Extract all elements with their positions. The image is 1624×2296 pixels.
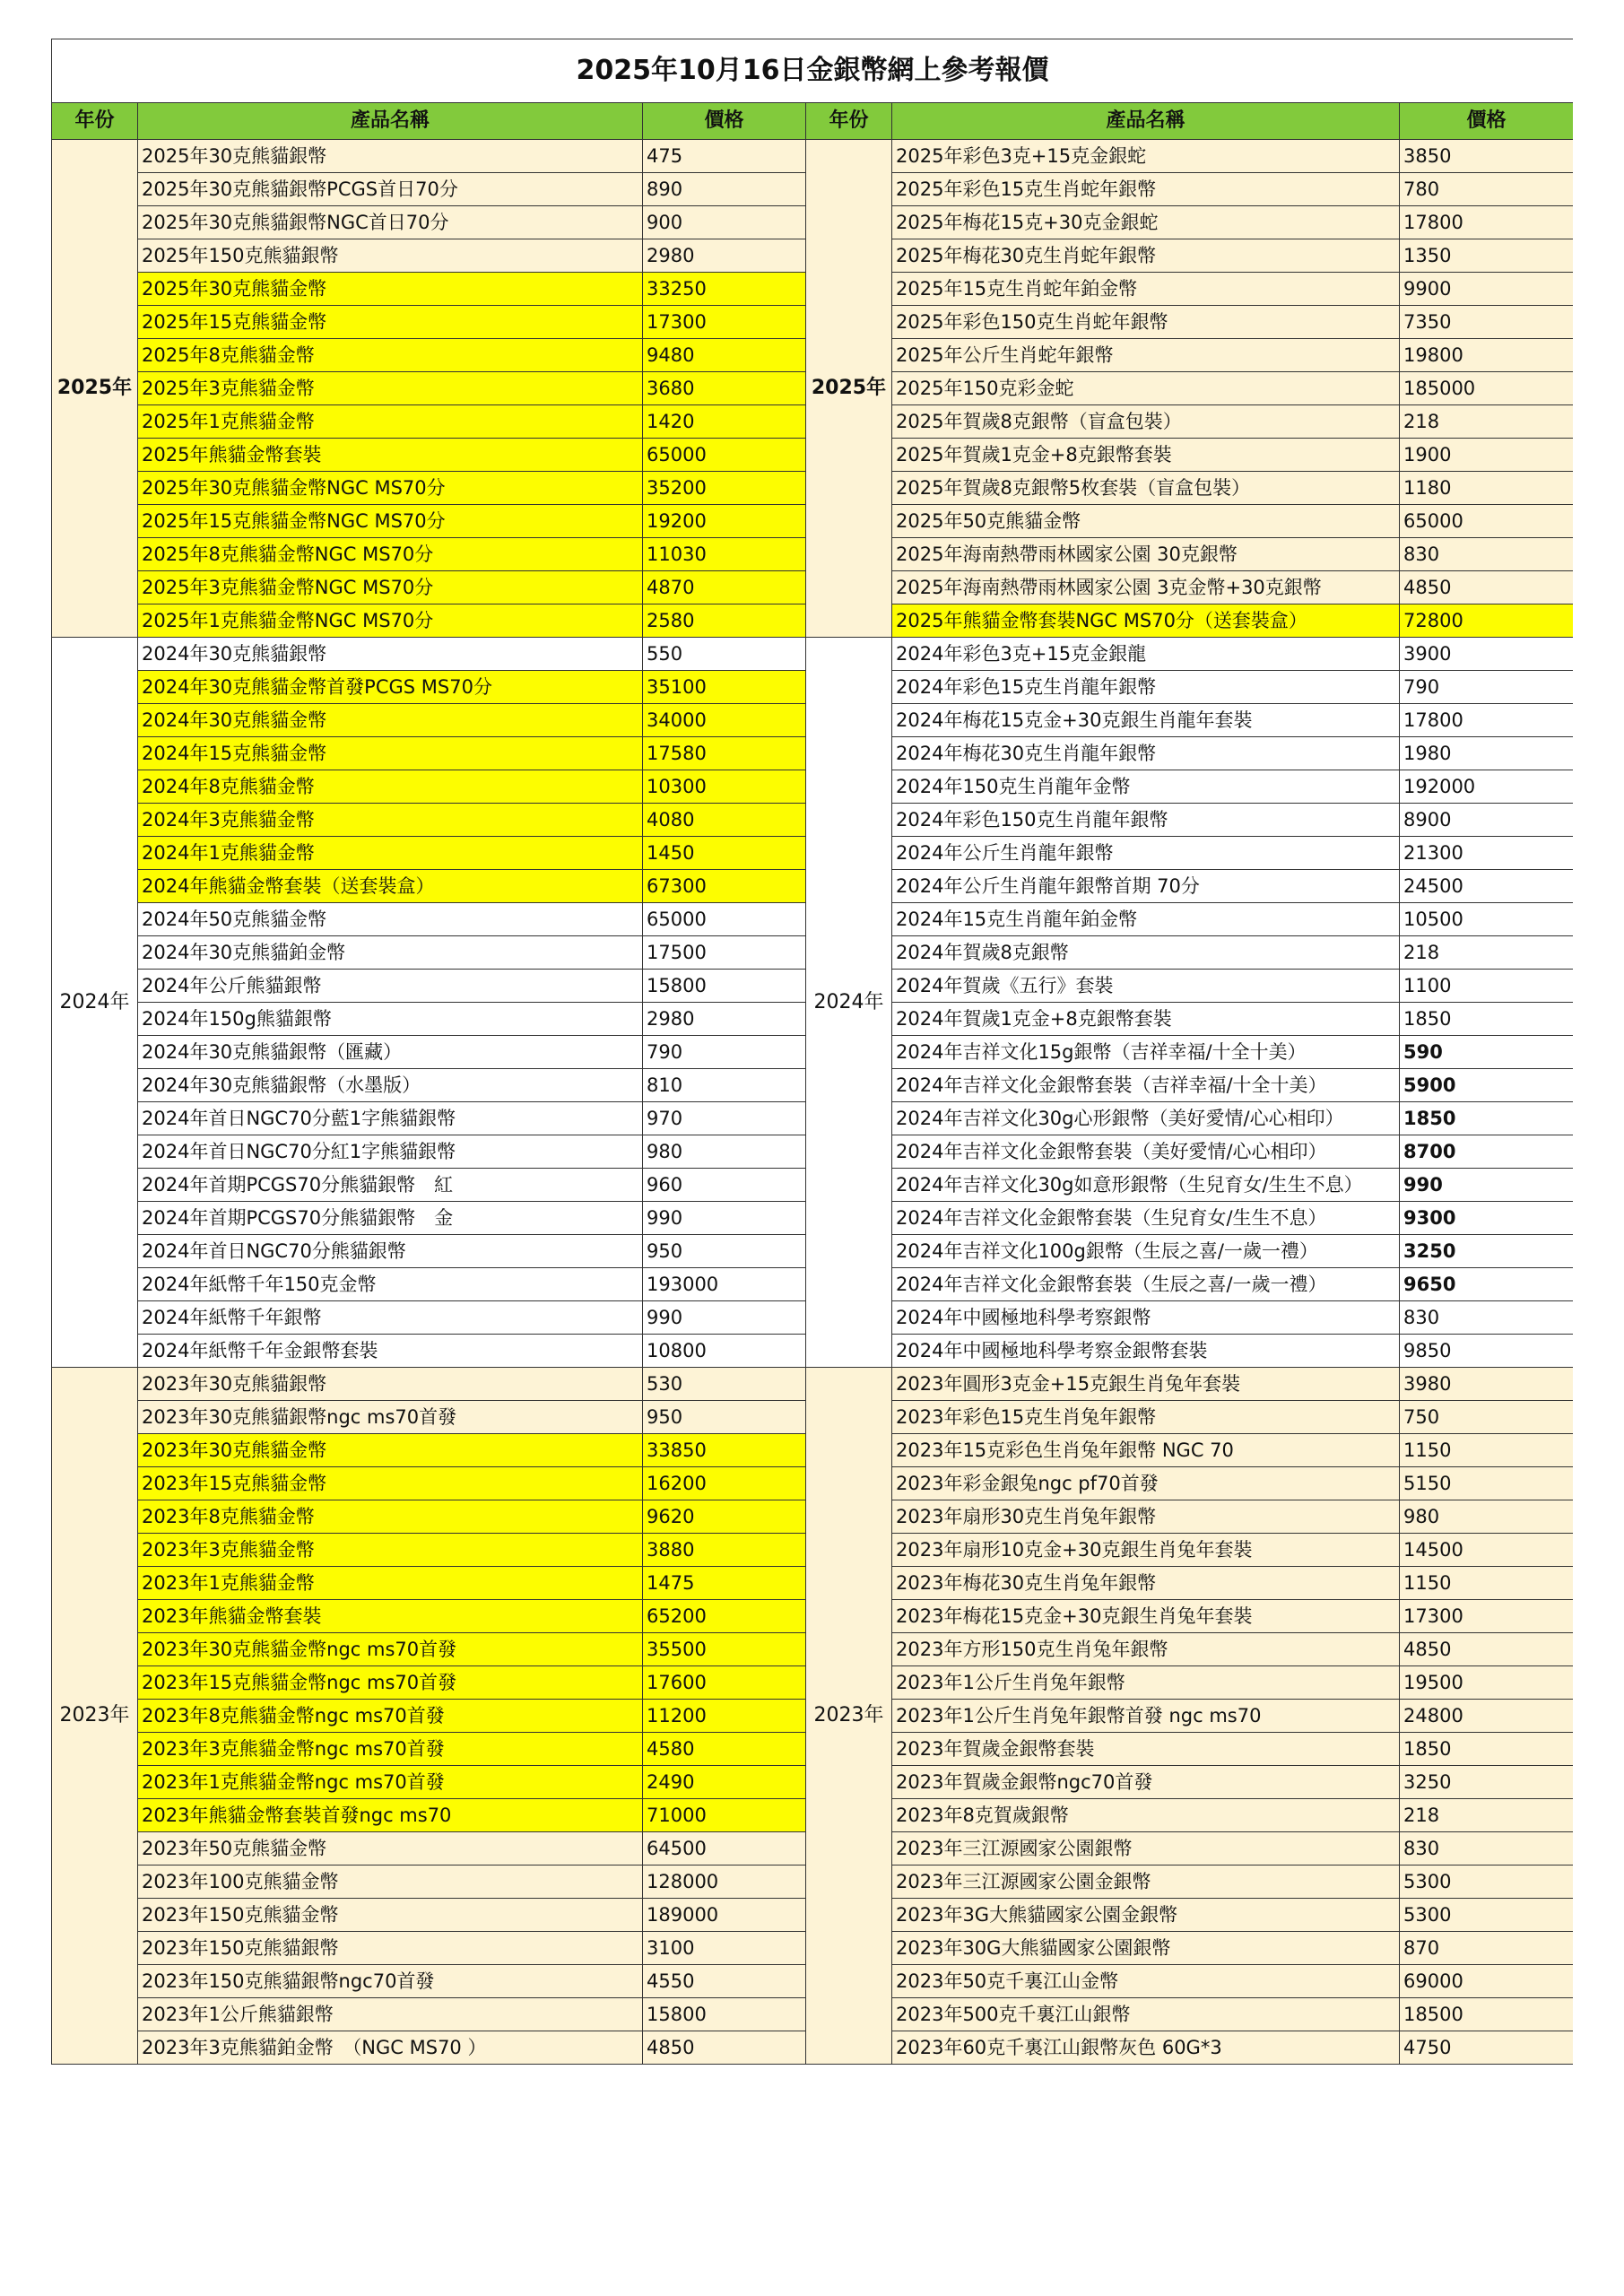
product-name-right: 2023年60克千裏江山銀幣灰色 60G*3 (892, 2031, 1400, 2065)
product-price-left: 3880 (643, 1534, 806, 1567)
product-price-left: 990 (643, 1202, 806, 1235)
product-name-right: 2024年吉祥文化金銀幣套裝（吉祥幸福/十全十美） (892, 1069, 1400, 1102)
product-name-right: 2023年1公斤生肖兔年銀幣 (892, 1666, 1400, 1700)
product-price-left: 33250 (643, 273, 806, 306)
product-name-left: 2023年8克熊貓金幣ngc ms70首發 (138, 1700, 643, 1733)
product-name-right: 2023年扇形10克金+30克銀生肖兔年套裝 (892, 1534, 1400, 1567)
product-name-right: 2023年三江源國家公園銀幣 (892, 1832, 1400, 1866)
product-name-left: 2024年30克熊貓銀幣 (138, 638, 643, 671)
product-name-right: 2024年15克生肖龍年鉑金幣 (892, 903, 1400, 936)
year-cell-left: 2025年 (52, 140, 138, 638)
product-price-left: 34000 (643, 704, 806, 737)
product-price-right: 7350 (1400, 306, 1574, 339)
product-name-right: 2023年梅花30克生肖兔年銀幣 (892, 1567, 1400, 1600)
product-name-left: 2025年30克熊貓銀幣PCGS首日70分 (138, 173, 643, 206)
product-price-right: 24800 (1400, 1700, 1574, 1733)
product-price-left: 2980 (643, 1003, 806, 1036)
product-price-left: 950 (643, 1235, 806, 1268)
product-name-left: 2025年1克熊貓金幣 (138, 405, 643, 439)
product-name-right: 2023年方形150克生肖兔年銀幣 (892, 1633, 1400, 1666)
product-name-right: 2023年1公斤生肖兔年銀幣首發 ngc ms70 (892, 1700, 1400, 1733)
header-price-left: 價格 (643, 103, 806, 140)
product-price-left: 10800 (643, 1335, 806, 1368)
product-name-right: 2023年梅花15克金+30克銀生肖兔年套裝 (892, 1600, 1400, 1633)
product-price-left: 950 (643, 1401, 806, 1434)
product-name-left: 2025年30克熊貓金幣NGC MS70分 (138, 472, 643, 505)
product-name-left: 2023年150克熊貓金幣 (138, 1899, 643, 1932)
product-price-left: 3680 (643, 372, 806, 405)
product-name-left: 2023年3克熊貓鉑金幣 （NGC MS70 ） (138, 2031, 643, 2065)
product-name-left: 2023年熊貓金幣套裝 (138, 1600, 643, 1633)
product-name-right: 2024年吉祥文化30g如意形銀幣（生兒育女/生生不息） (892, 1169, 1400, 1202)
product-name-right: 2025年彩色3克+15克金銀蛇 (892, 140, 1400, 173)
product-name-left: 2024年紙幣千年銀幣 (138, 1301, 643, 1335)
product-name-right: 2023年賀歲金銀幣套裝 (892, 1733, 1400, 1766)
page-title: 2025年10月16日金銀幣網上參考報價 (52, 39, 1574, 103)
product-price-left: 33850 (643, 1434, 806, 1467)
product-price-left: 1450 (643, 837, 806, 870)
product-name-left: 2023年1克熊貓金幣 (138, 1567, 643, 1600)
header-year-right: 年份 (806, 103, 892, 140)
product-price-right: 14500 (1400, 1534, 1574, 1567)
product-name-left: 2025年15克熊貓金幣NGC MS70分 (138, 505, 643, 538)
product-price-left: 990 (643, 1301, 806, 1335)
product-price-left: 890 (643, 173, 806, 206)
product-price-right: 9300 (1400, 1202, 1574, 1235)
product-price-left: 10300 (643, 770, 806, 804)
product-price-left: 2980 (643, 239, 806, 273)
product-name-left: 2024年8克熊貓金幣 (138, 770, 643, 804)
product-price-right: 980 (1400, 1500, 1574, 1534)
product-price-right: 69000 (1400, 1965, 1574, 1998)
product-name-left: 2025年30克熊貓銀幣NGC首日70分 (138, 206, 643, 239)
product-name-left: 2024年150g熊貓銀幣 (138, 1003, 643, 1036)
product-price-right: 830 (1400, 538, 1574, 571)
product-name-right: 2024年彩色3克+15克金銀龍 (892, 638, 1400, 671)
product-price-right: 18500 (1400, 1998, 1574, 2031)
product-name-right: 2023年50克千裏江山金幣 (892, 1965, 1400, 1998)
product-name-right: 2024年吉祥文化100g銀幣（生辰之喜/一歲一禮） (892, 1235, 1400, 1268)
product-price-right: 5150 (1400, 1467, 1574, 1500)
product-name-right: 2024年賀歲《五行》套裝 (892, 970, 1400, 1003)
product-name-left: 2023年30克熊貓金幣ngc ms70首發 (138, 1633, 643, 1666)
product-price-right: 5300 (1400, 1899, 1574, 1932)
product-price-right: 8700 (1400, 1135, 1574, 1169)
product-price-left: 475 (643, 140, 806, 173)
product-name-left: 2025年3克熊貓金幣NGC MS70分 (138, 571, 643, 604)
product-price-left: 4580 (643, 1733, 806, 1766)
product-price-left: 550 (643, 638, 806, 671)
product-name-right: 2024年吉祥文化金銀幣套裝（生辰之喜/一歲一禮） (892, 1268, 1400, 1301)
product-name-left: 2024年首日NGC70分藍1字熊貓銀幣 (138, 1102, 643, 1135)
product-name-right: 2024年150克生肖龍年金幣 (892, 770, 1400, 804)
product-price-right: 3250 (1400, 1235, 1574, 1268)
product-name-left: 2024年公斤熊貓銀幣 (138, 970, 643, 1003)
header-name-right: 產品名稱 (892, 103, 1400, 140)
year-cell-right: 2023年 (806, 1368, 892, 2065)
product-price-left: 35200 (643, 472, 806, 505)
product-price-right: 1150 (1400, 1567, 1574, 1600)
product-price-right: 1850 (1400, 1003, 1574, 1036)
product-price-right: 790 (1400, 671, 1574, 704)
product-name-left: 2024年首期PCGS70分熊貓銀幣 金 (138, 1202, 643, 1235)
product-name-right: 2025年50克熊貓金幣 (892, 505, 1400, 538)
product-name-right: 2024年彩色15克生肖龍年銀幣 (892, 671, 1400, 704)
product-name-left: 2025年熊貓金幣套裝 (138, 439, 643, 472)
product-price-left: 4550 (643, 1965, 806, 1998)
product-price-right: 1850 (1400, 1102, 1574, 1135)
product-price-left: 64500 (643, 1832, 806, 1866)
product-name-right: 2024年吉祥文化15g銀幣（吉祥幸福/十全十美） (892, 1036, 1400, 1069)
product-price-left: 4870 (643, 571, 806, 604)
product-price-right: 5300 (1400, 1866, 1574, 1899)
product-name-left: 2023年15克熊貓金幣ngc ms70首發 (138, 1666, 643, 1700)
product-price-left: 71000 (643, 1799, 806, 1832)
product-price-right: 185000 (1400, 372, 1574, 405)
product-price-right: 3850 (1400, 140, 1574, 173)
product-name-left: 2023年3克熊貓金幣 (138, 1534, 643, 1567)
product-name-left: 2025年1克熊貓金幣NGC MS70分 (138, 604, 643, 638)
product-price-left: 17600 (643, 1666, 806, 1700)
product-name-right: 2023年賀歲金銀幣ngc70首發 (892, 1766, 1400, 1799)
product-price-right: 19500 (1400, 1666, 1574, 1700)
product-price-left: 900 (643, 206, 806, 239)
product-name-left: 2024年30克熊貓金幣首發PCGS MS70分 (138, 671, 643, 704)
product-name-right: 2024年公斤生肖龍年銀幣 (892, 837, 1400, 870)
product-name-right: 2024年梅花15克金+30克銀生肖龍年套裝 (892, 704, 1400, 737)
product-price-left: 4850 (643, 2031, 806, 2065)
product-price-left: 17580 (643, 737, 806, 770)
product-name-left: 2023年30克熊貓銀幣 (138, 1368, 643, 1401)
product-price-left: 2490 (643, 1766, 806, 1799)
product-price-left: 2580 (643, 604, 806, 638)
product-name-right: 2024年賀歲8克銀幣 (892, 936, 1400, 970)
product-name-right: 2023年30G大熊貓國家公園銀幣 (892, 1932, 1400, 1965)
product-price-right: 5900 (1400, 1069, 1574, 1102)
product-price-right: 9650 (1400, 1268, 1574, 1301)
year-cell-left: 2024年 (52, 638, 138, 1368)
product-price-right: 9850 (1400, 1335, 1574, 1368)
product-name-left: 2024年首期PCGS70分熊貓銀幣 紅 (138, 1169, 643, 1202)
product-name-right: 2024年梅花30克生肖龍年銀幣 (892, 737, 1400, 770)
product-price-right: 1150 (1400, 1434, 1574, 1467)
product-name-left: 2024年首日NGC70分熊貓銀幣 (138, 1235, 643, 1268)
product-price-right: 590 (1400, 1036, 1574, 1069)
product-price-right: 750 (1400, 1401, 1574, 1434)
product-price-right: 4850 (1400, 571, 1574, 604)
product-name-right: 2023年扇形30克生肖兔年銀幣 (892, 1500, 1400, 1534)
product-price-left: 19200 (643, 505, 806, 538)
product-name-right: 2023年彩金銀兔ngc pf70首發 (892, 1467, 1400, 1500)
product-name-left: 2023年1克熊貓金幣ngc ms70首發 (138, 1766, 643, 1799)
year-cell-right: 2025年 (806, 140, 892, 638)
product-price-left: 16200 (643, 1467, 806, 1500)
product-name-left: 2024年30克熊貓金幣 (138, 704, 643, 737)
product-name-left: 2025年3克熊貓金幣 (138, 372, 643, 405)
product-name-left: 2023年30克熊貓金幣 (138, 1434, 643, 1467)
product-price-right: 10500 (1400, 903, 1574, 936)
product-price-right: 4850 (1400, 1633, 1574, 1666)
product-price-left: 11030 (643, 538, 806, 571)
product-name-right: 2024年吉祥文化金銀幣套裝（生兒育女/生生不息） (892, 1202, 1400, 1235)
product-name-right: 2025年賀歲8克銀幣（盲盒包裝） (892, 405, 1400, 439)
product-price-right: 19800 (1400, 339, 1574, 372)
product-price-left: 35500 (643, 1633, 806, 1666)
product-price-left: 17300 (643, 306, 806, 339)
header-year-left: 年份 (52, 103, 138, 140)
product-name-left: 2023年8克熊貓金幣 (138, 1500, 643, 1534)
product-name-right: 2024年吉祥文化金銀幣套裝（美好愛情/心心相印） (892, 1135, 1400, 1169)
product-price-right: 8900 (1400, 804, 1574, 837)
product-name-left: 2025年8克熊貓金幣NGC MS70分 (138, 538, 643, 571)
product-price-left: 17500 (643, 936, 806, 970)
product-price-left: 790 (643, 1036, 806, 1069)
product-name-right: 2023年8克賀歲銀幣 (892, 1799, 1400, 1832)
product-name-right: 2025年150克彩金蛇 (892, 372, 1400, 405)
product-price-left: 67300 (643, 870, 806, 903)
product-price-left: 980 (643, 1135, 806, 1169)
product-price-left: 65000 (643, 439, 806, 472)
product-name-left: 2023年15克熊貓金幣 (138, 1467, 643, 1500)
product-name-left: 2024年紙幣千年150克金幣 (138, 1268, 643, 1301)
product-name-right: 2025年彩色15克生肖蛇年銀幣 (892, 173, 1400, 206)
product-price-right: 17800 (1400, 206, 1574, 239)
product-name-right: 2025年賀歲1克金+8克銀幣套裝 (892, 439, 1400, 472)
product-name-right: 2025年15克生肖蛇年鉑金幣 (892, 273, 1400, 306)
product-price-right: 17300 (1400, 1600, 1574, 1633)
product-name-right: 2023年三江源國家公園金銀幣 (892, 1866, 1400, 1899)
product-name-right: 2025年海南熱帶雨林國家公園 30克銀幣 (892, 538, 1400, 571)
product-price-right: 1100 (1400, 970, 1574, 1003)
product-name-left: 2024年30克熊貓銀幣（匯藏） (138, 1036, 643, 1069)
product-price-left: 11200 (643, 1700, 806, 1733)
product-price-right: 72800 (1400, 604, 1574, 638)
product-name-left: 2023年3克熊貓金幣ngc ms70首發 (138, 1733, 643, 1766)
product-name-right: 2025年賀歲8克銀幣5枚套裝（盲盒包裝） (892, 472, 1400, 505)
product-name-right: 2025年彩色150克生肖蛇年銀幣 (892, 306, 1400, 339)
product-price-left: 970 (643, 1102, 806, 1135)
product-price-left: 1475 (643, 1567, 806, 1600)
product-name-left: 2025年15克熊貓金幣 (138, 306, 643, 339)
product-name-left: 2024年1克熊貓金幣 (138, 837, 643, 870)
product-price-left: 15800 (643, 970, 806, 1003)
product-name-right: 2024年公斤生肖龍年銀幣首期 70分 (892, 870, 1400, 903)
product-price-right: 4750 (1400, 2031, 1574, 2065)
product-price-left: 9480 (643, 339, 806, 372)
price-table (51, 39, 1573, 2065)
product-price-right: 192000 (1400, 770, 1574, 804)
product-price-right: 218 (1400, 405, 1574, 439)
product-name-left: 2024年熊貓金幣套裝（送套裝盒） (138, 870, 643, 903)
product-name-right: 2023年15克彩色生肖兔年銀幣 NGC 70 (892, 1434, 1400, 1467)
product-price-right: 3250 (1400, 1766, 1574, 1799)
product-price-left: 810 (643, 1069, 806, 1102)
product-name-left: 2023年熊貓金幣套裝首發ngc ms70 (138, 1799, 643, 1832)
product-price-right: 218 (1400, 1799, 1574, 1832)
header-name-left: 產品名稱 (138, 103, 643, 140)
product-price-left: 193000 (643, 1268, 806, 1301)
product-name-left: 2024年3克熊貓金幣 (138, 804, 643, 837)
product-name-right: 2024年中國極地科學考察銀幣 (892, 1301, 1400, 1335)
product-price-left: 65000 (643, 903, 806, 936)
product-price-right: 218 (1400, 936, 1574, 970)
product-name-left: 2023年50克熊貓金幣 (138, 1832, 643, 1866)
product-price-left: 4080 (643, 804, 806, 837)
product-name-right: 2023年彩色15克生肖兔年銀幣 (892, 1401, 1400, 1434)
product-name-left: 2024年30克熊貓鉑金幣 (138, 936, 643, 970)
product-price-right: 9900 (1400, 273, 1574, 306)
product-price-right: 1850 (1400, 1733, 1574, 1766)
product-price-right: 17800 (1400, 704, 1574, 737)
product-name-right: 2023年3G大熊貓國家公園金銀幣 (892, 1899, 1400, 1932)
product-name-right: 2023年圓形3克金+15克銀生肖兔年套裝 (892, 1368, 1400, 1401)
product-name-right: 2023年500克千裏江山銀幣 (892, 1998, 1400, 2031)
product-price-left: 128000 (643, 1866, 806, 1899)
header-price-right: 價格 (1400, 103, 1574, 140)
product-name-left: 2023年100克熊貓金幣 (138, 1866, 643, 1899)
product-name-left: 2025年150克熊貓銀幣 (138, 239, 643, 273)
product-price-right: 21300 (1400, 837, 1574, 870)
product-name-left: 2025年8克熊貓金幣 (138, 339, 643, 372)
product-name-right: 2025年梅花30克生肖蛇年銀幣 (892, 239, 1400, 273)
year-cell-right: 2024年 (806, 638, 892, 1368)
product-price-left: 530 (643, 1368, 806, 1401)
product-name-left: 2024年首日NGC70分紅1字熊貓銀幣 (138, 1135, 643, 1169)
table-row (52, 1368, 1574, 1401)
product-price-right: 1350 (1400, 239, 1574, 273)
product-name-right: 2024年吉祥文化30g心形銀幣（美好愛情/心心相印） (892, 1102, 1400, 1135)
product-name-left: 2024年30克熊貓銀幣（水墨版） (138, 1069, 643, 1102)
product-price-right: 24500 (1400, 870, 1574, 903)
product-price-right: 1180 (1400, 472, 1574, 505)
product-price-right: 1980 (1400, 737, 1574, 770)
product-name-left: 2025年30克熊貓金幣 (138, 273, 643, 306)
table-row (52, 140, 1574, 173)
year-cell-left: 2023年 (52, 1368, 138, 2065)
product-name-left: 2025年30克熊貓銀幣 (138, 140, 643, 173)
product-name-right: 2025年熊貓金幣套裝NGC MS70分（送套裝盒） (892, 604, 1400, 638)
product-name-right: 2024年賀歲1克金+8克銀幣套裝 (892, 1003, 1400, 1036)
product-price-right: 3900 (1400, 638, 1574, 671)
product-name-right: 2025年梅花15克+30克金銀蛇 (892, 206, 1400, 239)
product-price-left: 35100 (643, 671, 806, 704)
product-name-left: 2024年紙幣千年金銀幣套裝 (138, 1335, 643, 1368)
product-price-right: 870 (1400, 1932, 1574, 1965)
product-price-right: 780 (1400, 173, 1574, 206)
product-name-right: 2025年海南熱帶雨林國家公園 3克金幣+30克銀幣 (892, 571, 1400, 604)
product-price-right: 3980 (1400, 1368, 1574, 1401)
product-name-right: 2024年中國極地科學考察金銀幣套裝 (892, 1335, 1400, 1368)
product-price-left: 9620 (643, 1500, 806, 1534)
product-price-left: 1420 (643, 405, 806, 439)
product-name-left: 2023年30克熊貓銀幣ngc ms70首發 (138, 1401, 643, 1434)
product-price-left: 3100 (643, 1932, 806, 1965)
product-name-left: 2023年1公斤熊貓銀幣 (138, 1998, 643, 2031)
product-name-left: 2023年150克熊貓銀幣ngc70首發 (138, 1965, 643, 1998)
product-name-left: 2023年150克熊貓銀幣 (138, 1932, 643, 1965)
product-price-right: 830 (1400, 1832, 1574, 1866)
price-rows (52, 140, 1574, 2065)
product-price-right: 990 (1400, 1169, 1574, 1202)
price-sheet (51, 39, 1573, 2206)
product-price-left: 15800 (643, 1998, 806, 2031)
product-price-right: 1900 (1400, 439, 1574, 472)
product-name-right: 2024年彩色150克生肖龍年銀幣 (892, 804, 1400, 837)
product-price-left: 189000 (643, 1899, 806, 1932)
product-price-right: 65000 (1400, 505, 1574, 538)
product-price-left: 65200 (643, 1600, 806, 1633)
product-price-right: 830 (1400, 1301, 1574, 1335)
table-row (52, 638, 1574, 671)
product-name-right: 2025年公斤生肖蛇年銀幣 (892, 339, 1400, 372)
product-name-left: 2024年50克熊貓金幣 (138, 903, 643, 936)
product-price-left: 960 (643, 1169, 806, 1202)
product-name-left: 2024年15克熊貓金幣 (138, 737, 643, 770)
